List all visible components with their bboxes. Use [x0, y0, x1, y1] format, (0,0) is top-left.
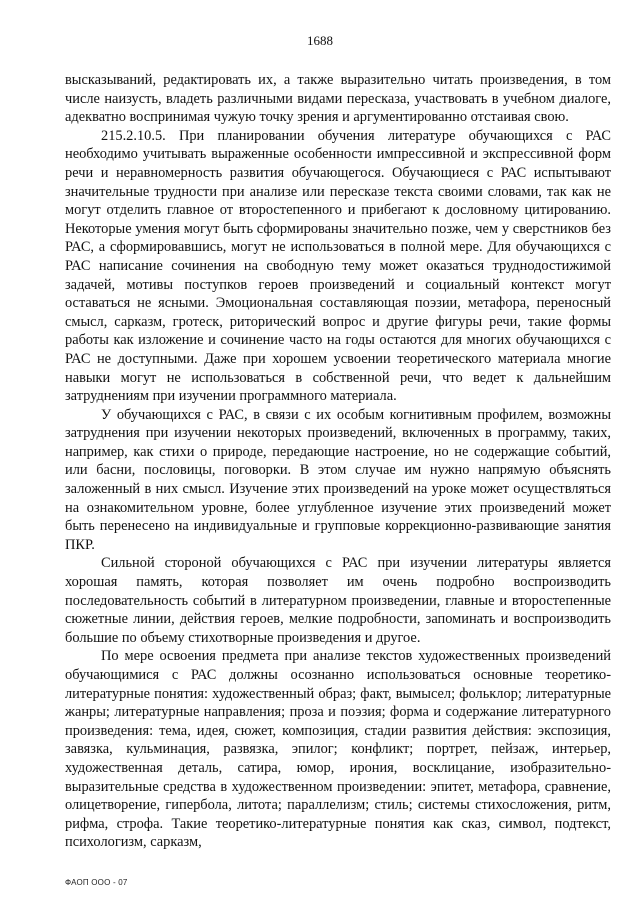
document-body: [65, 71, 611, 852]
paragraph-215-2-10-5: 215.2.10.5. При планировании обучения литературе обучающихся с РАС необходимо учитывать выраженные особенности импрессивной и экспрессивной форм речи и неравномерность развития обучающегося. Обучающиеся с РАС испытывают значительные трудности при анализе или пересказе текста своими словами, так как не могут отделить главное от второстепенного и прибегают к дословному цитированию. Некоторые умения могут быть сформированы значительно позже, чем у сверстников без РАС, а сформировавшись, могут не использоваться в полной мере. Для обучающихся с РАС написание сочинения на свободную тему может оказаться труднодостижимой задачей, мотивы поступков героев произведений и социальный контекст могут оставаться не ясными. Эмоциональная составляющая поэзии, метафора, переносный смысл, сарказм, гротеск, риторический вопрос и другие фигуры речи, такие формы работы как изложение и сочинение часто на годы остаются для многих обучающихся с РАС не доступными. Даже при хорошем усвоении теоретического материала многие навыки могут не использоваться в собственной речи, что ведет к дальнейшим затруднениям при изучении программного материала.: [65, 127, 611, 405]
paragraph-strengths: Сильной стороной обучающихся с РАС при изучении литературы является хорошая память, которая позволяет им очень подробно воспроизводить последовательность событий в литературном произведении, главные и второстепенные сюжетные линии, действия героев, мелкие подробности, запоминать и воспроизводить большие по объему стихотворные произведения и другое.: [65, 555, 611, 646]
paragraph-literary-concepts: По мере освоения предмета при анализе текстов художественных произведений обучающимися с РАС должны осознанно использоваться основные теоретико-литературные понятия: художественный образ; факт, вымысел; фольклор; литературные жанры; литературные направления; проза и поэзия; форма и содержание литературного произведения: тема, идея, сюжет, композиция, стадии развития действия: экспозиция, завязка, кульминация, развязка, эпилог; конфликт; портрет, пейзаж, интерьер, художественная деталь, сатира, юмор, ирония, восклицание, изобразительно-выразительные средства в художественном произведении: эпитет, метафора, сравнение, олицетворение, гипербола, литота; параллелизм; стиль; системы стихосложения, ритм, рифма, строфа. Такие теоретико-литературные понятия как сказ, символ, подтекст, психологизм, сарказм,: [65, 648, 611, 851]
paragraph-cognitive-profile: У обучающихся с РАС, в связи с их особым когнитивным профилем, возможны затруднения при изучении некоторых произведений, включенных в программу, таких, например, как стихи о природе, передающие настроение, но не содержащие событий, или басни, пословицы, поговорки. В этом случае им нужно напрямую объяснять заложенный в них смысл. Изучение этих произведений на уроке может осуществляться на ознакомительном уровне, более углубленное изучение этих произведений может быть перенесено на индивидуальные и групповые коррекционно-развивающие занятия ПКР.: [65, 406, 611, 553]
document-footer-code: ФАОП ООО - 07: [65, 878, 128, 887]
page-number: 1688: [307, 33, 333, 48]
paragraph-continuation: высказываний, редактировать их, а также выразительно читать произведения, в том числе наизусть, владеть различными видами пересказа, участвовать в учебном диалоге, адекватно воспринимая чужую точку зрения и аргументированно отстаивая свою.: [65, 72, 611, 126]
